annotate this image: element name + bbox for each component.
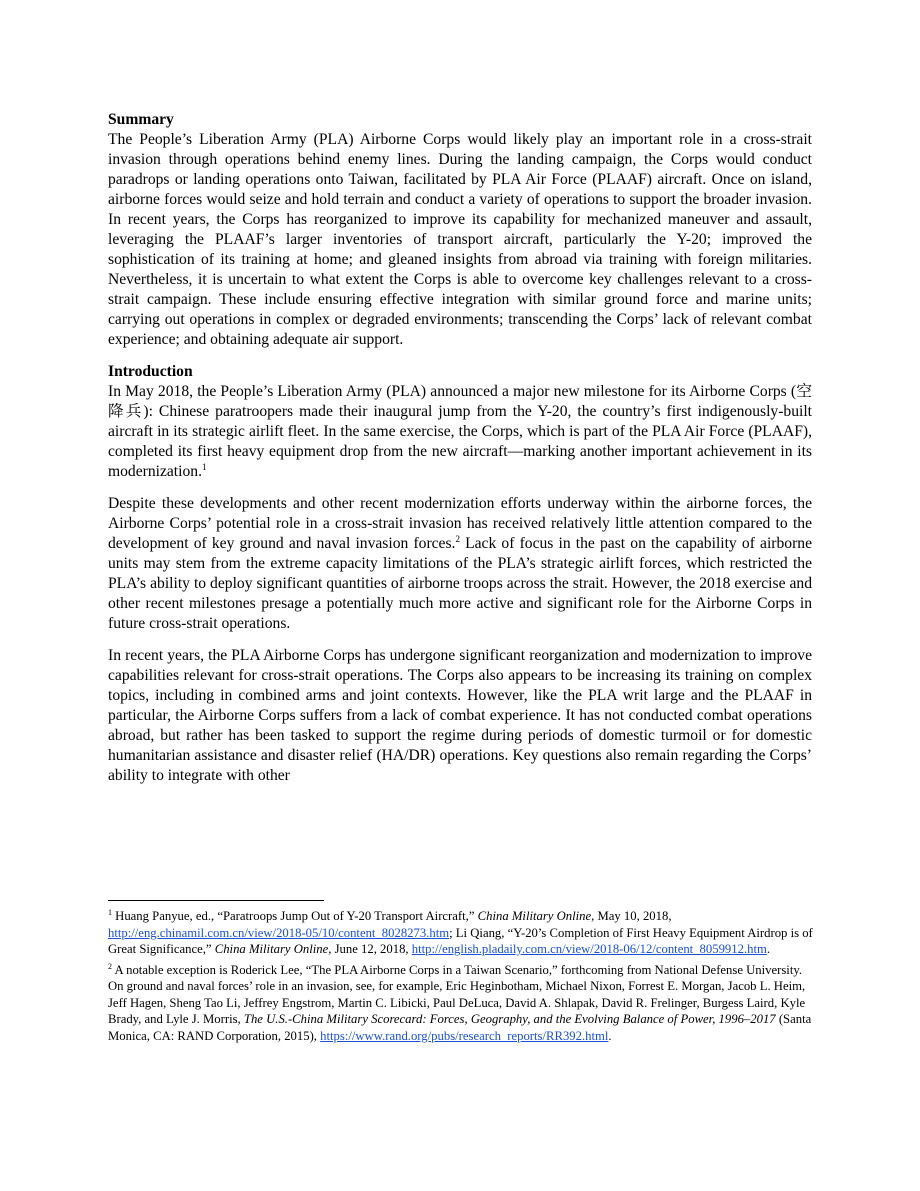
intro-paragraph-2-text-a: Despite these developments and other recent modernization efforts underway within the airborne forces, the Airborne Corps’ potential role in a cross-strait invasion has received relatively little attention compared to the development of key ground and naval invasion forces. xyxy=(108,495,812,552)
footnote-1-text-d: , June 12, 2018, xyxy=(328,942,412,956)
summary-heading: Summary xyxy=(108,111,174,128)
footnote-ref-2[interactable]: 2 xyxy=(455,533,460,544)
footnote-2-text-b: (Santa Monica, CA: RAND Corporation, 2015), xyxy=(108,1012,812,1043)
footnote-1-number: 1 xyxy=(108,907,112,917)
footnote-divider xyxy=(108,900,324,901)
footnote-1-publication-2: China Military Online xyxy=(214,942,329,956)
footnotes xyxy=(108,908,814,1048)
intro-paragraph-1 xyxy=(108,382,812,482)
footnote-1-text-c: ; Li Qiang, “Y-20’s Completion of First Heavy Equipment Airdrop is of Great Significance,” xyxy=(108,925,813,956)
footnote-1-link-2[interactable]: http://english.pladaily.com.cn/view/2018-06/12/content_8059912.htm xyxy=(411,942,767,956)
footnote-1 xyxy=(108,908,814,958)
intro-paragraph-3: In recent years, the PLA Airborne Corps has undergone significant reorganization and modernization to improve capabilities relevant for cross-strait operations. The Corps also appears to be increasing its training on complex topics, including in combined arms and joint contexts. However, like the PLA writ large and the PLAAF in particular, the Airborne Corps suffers from a lack of combat experience. It has not conducted combat operations abroad, but rather has been tasked to support the regime during periods of domestic turmoil or for domestic humanitarian assistance and disaster relief (HA/DR) operations. Key questions also remain regarding the Corps’ ability to integrate with other xyxy=(108,647,812,784)
summary-paragraph: The People’s Liberation Army (PLA) Airborne Corps would likely play an important role in a cross-strait invasion through operations behind enemy lines. During the landing campaign, the Corps would conduct paradrops or landing operations onto Taiwan, facilitated by PLA Air Force (PLAAF) aircraft. Once on island, airborne forces would seize and hold terrain and conduct a variety of operations to support the broader invasion. In recent years, the Corps has reorganized to improve its capability for mechanized maneuver and assault, leveraging the PLAAF’s larger inventories of transport aircraft, particularly the Y-20; improved the sophistication of its training at home; and gleaned insights from abroad via training with foreign militaries. Nevertheless, it is uncertain to what extent the Corps is able to overcome key challenges relevant to a cross-strait campaign. These include ensuring effective integration with similar ground force and marine units; carrying out operations in complex or degraded environments; transcending the Corps’ lack of relevant combat experience; and obtaining adequate air support. xyxy=(108,131,812,348)
introduction-heading: Introduction xyxy=(108,363,193,380)
footnote-2-number: 2 xyxy=(108,961,112,971)
footnote-1-link-1[interactable]: http://eng.chinamil.com.cn/view/2018-05/10/content_8028273.htm xyxy=(108,925,450,940)
footnote-2 xyxy=(108,962,814,1045)
intro-paragraph-2-text-b: Lack of focus in the past on the capability of airborne units may stem from the extreme capacity limitations of the PLA’s strategic airlift forces, which restricted the PLA’s ability to deploy significant quantities of airborne troops across the strait. However, the 2018 exercise and other recent milestones presage a potentially much more active and significant role for the Airborne Corps in future cross-strait operations. xyxy=(108,535,812,632)
footnote-2-link[interactable]: https://www.rand.org/pubs/research_reports/RR392.html xyxy=(320,1028,609,1043)
footnote-1-publication-1: China Military Online xyxy=(477,909,592,923)
footnote-1-text-e: . xyxy=(766,942,771,956)
intro-paragraph-2 xyxy=(108,494,812,634)
intro-paragraph-1-text: In May 2018, the People’s Liberation Army (PLA) announced a major new milestone for its Airborne Corps (空降兵): Chinese paratroopers made their inaugural jump from the Y-20, the country’s first indigenously-built aircraft in its strategic airlift fleet. In the same exercise, the Corps, which is part of the PLA Air Force (PLAAF), completed its first heavy equipment drop from the new aircraft—marking another important achievement in its modernization. xyxy=(108,383,812,480)
body-text xyxy=(108,110,812,798)
footnote-1-text-b: , May 10, 2018, xyxy=(591,909,672,923)
footnote-2-text-a: A notable exception is Roderick Lee, “The PLA Airborne Corps in a Taiwan Scenario,” forthcoming from National Defense University. On ground and naval forces’ role in an invasion, see, for example, Eric Heginbotham, Michael Nixon, Forrest E. Morgan, Jacob L. Heim, Jeff Hagen, Sheng Tao Li, Jeffrey Engstrom, Martin C. Libicki, Paul DeLuca, David A. Shlapak, David R. Frelinger, Burgess Laird, Kyle Brady, and Lyle J. Morris, xyxy=(108,962,806,1026)
footnote-2-text-c: . xyxy=(608,1028,612,1043)
footnote-1-text-a: Huang Panyue, ed., “Paratroops Jump Out of Y-20 Transport Aircraft,” xyxy=(112,909,478,923)
footnote-2-title: The U.S.-China Military Scorecard: Forces, Geography, and the Evolving Balance of Power, 1996–2017 xyxy=(243,1012,776,1026)
footnote-ref-1[interactable]: 1 xyxy=(201,461,207,472)
